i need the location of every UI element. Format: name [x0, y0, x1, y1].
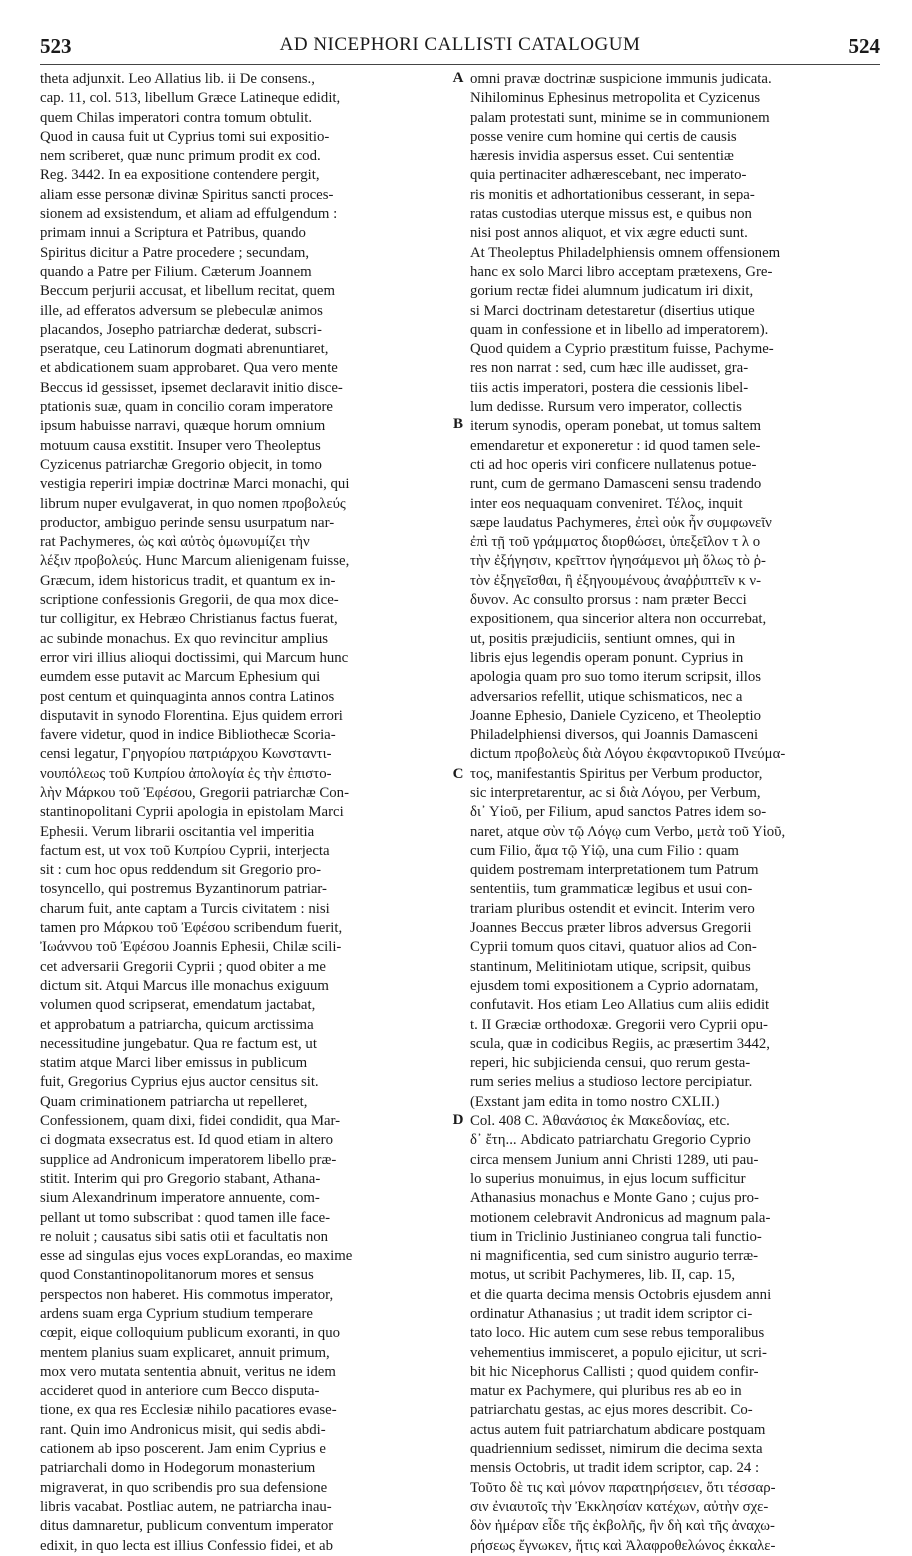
right-column-line: sæpe laudatus Pachymeres, ἐπεὶ οὐκ ἦν συμφωνεῖν [470, 514, 772, 531]
right-column-line: iterum synodis, operam ponebat, ut tomus saltem [470, 418, 761, 435]
left-column-line: Confessionem, quam dixi, fidei condidit, qua Mar- [40, 1113, 341, 1130]
left-column-line: scriptione confessionis Gregorii, de qua mox dice- [40, 592, 339, 609]
right-column-line: expositionem, qua sincerior altera non occurrebat, [470, 611, 767, 628]
left-column-line: favere videtur, quod in indice Bibliothecæ Scoria- [40, 727, 336, 744]
right-column-line: ejusdem tomi expositionem a Cyprio adornatam, [470, 977, 759, 994]
right-column-line: patriarchatu gestas, ac ejus mores describit. Co- [470, 1402, 753, 1419]
right-column-line: hæresis invidia aspersus esset. Cui sententiæ [470, 148, 734, 165]
right-column-line: Joanne Ephesio, Daniele Cyziceno, et Theoleptio [470, 707, 762, 724]
right-column-line: ordinatur Athanasius ; ut tradit idem scriptor ci- [470, 1306, 753, 1322]
left-column-line: Græcum, idem historicus tradit, et quantum ex in- [40, 572, 336, 589]
right-column-line: reperi, hic subjicienda censui, quo rerum gesta- [470, 1055, 751, 1072]
left-column-line: vestigia reperiri impiæ doctrinæ Marci monachi, qui [40, 476, 350, 493]
right-column-line: ρήσεως ἔγνωκεν, ἥτις καὶ Ἀλαφροθελώνος ἐκκαλε- [470, 1537, 776, 1554]
left-column-line: Cyzicenus patriarchæ Gregorio objecit, in tomo [40, 456, 322, 473]
left-column-line: et approbatum a patriarcha, quicum arctissima [40, 1016, 314, 1033]
page-number-right: 524 [848, 34, 880, 58]
page-header [40, 34, 880, 62]
left-column-line: primam innui a Scriptura et Patribus, quando [40, 225, 306, 242]
right-column-line: σιν ἐνιαυτοῖς τὴν Ἐκκλησίαν κατέχων, αὐτὴν σχε- [470, 1498, 769, 1515]
right-column-line: τὴν ἐξήγησιν, κρεῖττον ἡγησάμενοι μὴ ὅλως τὸ ῥ- [470, 553, 766, 570]
right-column-line: inter eos nequaquam conveniret. Τέλος, inquit [470, 495, 743, 512]
left-column-line: nem scriberet, quæ nunc primum prodit ex cod. [40, 148, 321, 165]
left-column-line: edixit, in quo lecta est illius Confessio fidei, et ab [40, 1537, 334, 1554]
right-column-line: (Exstant jam edita in tomo nostro CXLII.) [470, 1093, 720, 1110]
margin-letter-a: A [452, 70, 464, 86]
left-column-line: stantinopolitani Cyprii apologia in epistolam Marci [40, 804, 344, 821]
left-column-line: Ephesii. Verum librarii oscitantia vel imperitia [40, 823, 315, 840]
left-column-line: cœpit, eique colloquium publicum exoranti, in quo [40, 1325, 340, 1342]
right-column-line: quam in confessione et in libello ad imperatorem). [470, 321, 769, 338]
right-column-line: Athanasius monachus e Monte Gano ; cujus pro- [470, 1190, 759, 1207]
right-column-line: δι᾽ Υἱοῦ, per Filium, apud sanctos Patres idem so- [470, 804, 767, 821]
right-column-line: nisi post annos aliquot, et vix ægre educti sunt. [470, 225, 748, 242]
right-column-line: posse venire cum homine qui certis de causis [470, 128, 737, 145]
right-column-line: cti ad hoc operis viri conficere nullatenus potue- [470, 456, 757, 473]
right-column-line: adversarios refellit, utique schismaticos, nec a [470, 688, 743, 705]
right-column-line: naret, atque σὺν τῷ Λόγῳ cum Verbo, μετὰ τοῦ Υἱοῦ, [470, 823, 786, 840]
left-column-line: Beccum perjurii accusat, et libellum recitat, quem [40, 283, 335, 300]
left-column-line: statim atque Marci liber emissus in publicum [40, 1055, 308, 1072]
left-column-line: fuit, Gregorius Cyprius ejus auctor censitus sit. [40, 1074, 319, 1091]
left-column-line: tione, ex qua res Ecclesiæ nihilo pacatiores evase- [40, 1402, 337, 1419]
right-column-line: emendaretur et exponeretur : id quod tamen sele- [470, 437, 761, 454]
left-column-line: quem Chilas imperatori contra tomum obtulit. [40, 109, 313, 126]
left-column-line: necessitudine jungebatur. Qua re factum est, ut [40, 1035, 317, 1052]
left-column-line: volumen quod scripserat, emendatum jactabat, [40, 997, 316, 1014]
left-column-line: factum est, ut vox τοῦ Κυπρίου Cyprii, interjecta [40, 842, 330, 859]
margin-letter-c: C [452, 766, 464, 782]
left-column-line: motuum causa exstitit. Insuper vero Theoleptus [40, 437, 321, 454]
left-column-line: disputavit in synodo Florentina. Ejus quidem errori [40, 707, 343, 724]
right-column-line: Philadelphiensi diversos, qui Joannis Damasceni [470, 727, 759, 744]
left-column-line: esse ad singulas ejus voces expLorandas, eo maxime [40, 1248, 353, 1265]
left-column-line: et abdicationem suam approbaret. Qua vero mente [40, 360, 338, 377]
left-column-line: libris vacabat. Postliac autem, ne patriarcha inau- [40, 1498, 332, 1515]
left-column-line: cet adversarii Gregorii Cyprii ; quod obiter a me [40, 958, 326, 975]
right-column-line: δὸν ἡμέραν εἶδε τῆς ἐκβολῆς, ἣν δὴ καὶ τῆς ἀναχω- [470, 1518, 775, 1535]
right-column-line: At Theoleptus Philadelphiensis omnem offensionem [470, 244, 781, 261]
left-column-line: ille, ad efferatos adversum se plebeculæ animos [40, 302, 323, 319]
right-column-line: circa mensem Junium anni Christi 1289, uti pau- [470, 1151, 759, 1168]
header-rule [40, 64, 880, 65]
right-column-line: Joannes Beccus præter libros adversus Gregorii [470, 920, 752, 937]
left-column-line: librum nuper evulgaverat, in quo nomen προβολεύς [40, 495, 346, 512]
left-column-line: tamen pro Μάρκου τοῦ Ἐφέσου scribendum fuerit, [40, 920, 343, 937]
right-column-line: actus autem fuit patriarchatum abdicare postquam [470, 1421, 766, 1438]
left-column-line: Ἰωάννου τοῦ Ἐφέσου Joannis Ephesii, Chilæ scili- [40, 939, 342, 956]
left-column-line: eumdem esse putavit ac Marcum Ephesium qui [40, 669, 321, 686]
left-column-line: dictum sit. Atqui Marcus ille monachus exiguum [40, 977, 329, 994]
left-column-line: ipsum habuisse narravi, quæque horum omnium [40, 418, 326, 435]
right-column-line: motus, ut scribit Pachymeres, lib. II, cap. 15, [470, 1267, 736, 1284]
right-column-line: τος, manifestantis Spiritus per Verbum productor, [470, 765, 763, 782]
right-column-line: rum series melius a studioso lectore percipiatur. [470, 1074, 753, 1091]
left-column [40, 70, 452, 1554]
right-column-line: t. II Græciæ orthodoxæ. Gregorii vero Cyprii opu- [470, 1016, 768, 1033]
left-column-line: accideret quod in anteriore cum Becco disputa- [40, 1383, 320, 1400]
left-column-line: rant. Quin imo Andronicus misit, qui sedis abdi- [40, 1421, 326, 1438]
right-column-line: matur ex Pachymere, qui pluribus res ab eo in [470, 1383, 742, 1400]
right-column-line: si Marci doctrinam detestaretur (disertius utique [470, 302, 755, 319]
left-column-line: ditus damnaretur, publicum conventum imperator [40, 1518, 334, 1535]
left-column-line: pseratque, ceu Latinorum dogmati abrenuntiaret, [40, 341, 329, 358]
left-column-line: Quam criminationem patriarcha ut repelleret, [40, 1093, 308, 1110]
right-column-line: δ᾽ ἔτη... Abdicato patriarchatu Gregorio Cyprio [470, 1132, 751, 1149]
left-column-line: tur colligitur, ex Hebræo Christianus factus fuerat, [40, 611, 338, 628]
left-column-line: theta adjunxit. Leo Allatius lib. ii De consens., [40, 71, 315, 87]
right-column-line: lo superius monuimus, in ejus locum sufficitur [470, 1170, 746, 1187]
right-column-line: Nihilominus Ephesinus metropolita et Cyzicenus [470, 90, 761, 107]
right-column-line: quia pertinaciter adhærescebant, nec imperato- [470, 167, 747, 184]
left-column-line: sionem ad exsistendum, et aliam ad effulgendum : [40, 206, 338, 223]
left-column-line: error viri illius alioqui doctissimi, qui Marcum hunc [40, 649, 349, 666]
left-column-line: mox vero mutata sententia abnuit, veritus ne idem [40, 1363, 336, 1380]
right-column-line: Τοῦτο δὲ τις καὶ μόνον παρατηρήσειεν, ὅτι τέσσαρ- [470, 1479, 776, 1496]
right-column-line: mensis Octobris, ut tradit idem scriptor, cap. 24 : [470, 1460, 760, 1477]
left-column-line: tosyncello, qui postremus Byzantinorum patriar- [40, 881, 327, 898]
right-column-line: apologia quam pro suo tomo iterum scripsit, illos [470, 669, 761, 686]
right-column-line: Col. 408 C. Ἀθανάσιος ἐκ Μακεδονίας, etc. [470, 1113, 730, 1130]
left-column-line: re noluit ; causatus sibi satis otii et facultatis non [40, 1228, 329, 1245]
left-column-line: sit : cum hoc opus reddendum sit Gregorio pro- [40, 862, 322, 879]
page-number-left: 523 [40, 34, 72, 58]
right-column-line: omni pravæ doctrinæ suspicione immunis judicata. [470, 71, 772, 87]
left-column-line: productor, ambiguo perinde sensu usurpatum nar- [40, 514, 335, 531]
right-column-line: et die quarta decima mensis Octobris ejusdem anni [470, 1286, 772, 1303]
right-column-line: runt, cum de germano Damasceni sensu tradendo [470, 476, 762, 493]
right-column-line: palam protestati sunt, minime se in communionem [470, 109, 770, 126]
right-column-line: tium in Triclinio Justinianeo congrua tali functio- [470, 1228, 762, 1245]
right-column-line: bit hic Nicephorus Callisti ; quod quidem confir- [470, 1363, 759, 1380]
left-column-line: νουπόλεως τοῦ Κυπρίου ἀπολογία ἐς τὴν ἐπιστο- [40, 765, 332, 782]
right-column-line: vehementius immisceret, a populo ejicitur, ut scri- [470, 1344, 767, 1361]
right-column-line: trariam pluribus ostendit et evincit. Interim vero [470, 900, 755, 917]
right-column-line: τὸν ἐξηγεῖσθαι, ἢ ἐξηγουμένους ἀναῤῥιπτεῖν κ ν- [470, 572, 762, 589]
left-column-line: ci dogmata exsecratus est. Id quod etiam in altero [40, 1132, 333, 1149]
left-column-line: supplice ad Andronicum imperatorem libello præ- [40, 1151, 337, 1168]
left-column-line: ac subinde monachus. Ex quo revincitur amplius [40, 630, 329, 647]
right-column-line: cum Filio, ἅμα τῷ Υἱῷ, una cum Filio : quam [470, 842, 739, 859]
left-column-line: quando a Patre per Filium. Cæterum Joannem [40, 263, 312, 280]
right-column-line: gorium rectæ fidei alumnum judicatum iri dixit, [470, 283, 754, 300]
left-column-line: ptationis suæ, quam in concilio coram imperatore [40, 399, 333, 416]
right-column-line: lum dedisse. Rursum vero imperator, collectis [470, 399, 742, 416]
right-column-line: ni magnificentia, sed cum sinistro augurio terræ- [470, 1248, 759, 1265]
left-column-line: aliam esse personæ divinæ Spiritus sancti proces- [40, 186, 334, 203]
right-column-line: ἐπὶ τῇ τοῦ γράμματος διορθώσει, ὑπεξεῖλον τ λ ο [470, 534, 761, 551]
right-column-line: quidem postremam interpretationem tum Patrum [470, 862, 759, 879]
right-column-line: δυνον. Ac consulto prorsus : nam præter Becci [470, 592, 747, 609]
right-column-line: sic interpretarentur, ac si διὰ Λόγου, per Verbum, [470, 784, 761, 801]
left-column-line: Spiritus dicitur a Patre procedere ; secundam, [40, 244, 310, 261]
right-column-line: stantinum, Melitiniotam utique, scripsit, quibus [470, 958, 751, 975]
left-column-line: migraverat, in quo scribendis pro sua defensione [40, 1479, 328, 1496]
left-column-line: λὴν Μάρκου τοῦ Ἐφέσου, Gregorii patriarchæ Con- [40, 784, 350, 801]
right-column-line: ut, positis præjudiciis, sentiunt omnes, qui in [470, 630, 736, 647]
right-column-line: scula, quæ in codicibus Regiis, ac præsertim 3442, [470, 1035, 771, 1052]
margin-letter-d: D [452, 1112, 464, 1128]
left-column-line: placandos, Josepho patriarchæ dederat, subscri- [40, 321, 322, 338]
left-column-line: cationem ab ipso poscerent. Jam enim Cyprius e [40, 1441, 327, 1458]
right-column-line: tato loco. Hic autem cum sese rebus temporalibus [470, 1325, 765, 1342]
right-column-line: motionem celebravit Andronicus ad magnum pala- [470, 1209, 771, 1226]
left-column-line: Quod in causa fuit ut Cyprius tomi sui expositio- [40, 128, 330, 145]
right-column-line: dictum προβολεὺς διὰ Λόγου ἐκφαντορικοῦ Πνεύμα- [470, 746, 786, 763]
left-column-line: stitit. Interim qui pro Gregorio stabant, Athana- [40, 1170, 321, 1187]
left-column-line: sium Alexandrinum imperatore annuente, com- [40, 1190, 320, 1207]
left-column-line: ardens suam erga Cyprium studium temperare [40, 1306, 313, 1322]
right-column-line: confutavit. Hos etiam Leo Allatius cum aliis edidit [470, 997, 770, 1014]
left-column-line: post centum et quinquaginta annos contra Latinos [40, 688, 335, 705]
left-column-line: patriarchali domo in Hodegorum monasterium [40, 1460, 316, 1477]
left-column-line: mentem planius suam explicaret, annuit primum, [40, 1344, 330, 1361]
left-column-line: charum fuit, ante captam a Turcis civitatem : nisi [40, 900, 330, 917]
right-column-line: res non narrat : sed, cum hæc ille audisset, gra- [470, 360, 749, 377]
right-column-line: libris ejus legendis operam ponunt. Cyprius in [470, 649, 744, 666]
right-column-line: Cyprii tomum quos citavi, quatuor alios ad Con- [470, 939, 757, 956]
right-column-line: ris monitis et adhortationibus cesserant, in sepa- [470, 186, 755, 203]
right-column-line: Quod quidem a Cyprio præstitum fuisse, Pachyme- [470, 341, 774, 358]
right-column-line: quadriennium sedisset, nimirum die decima sexta [470, 1441, 763, 1458]
left-column-line: quod Constantinopolitanorum mores et sensus [40, 1267, 314, 1284]
left-column-line: censi legatur, Γρηγορίου πατριάρχου Κωνσταντι- [40, 746, 332, 763]
margin-letter-b: B [452, 416, 463, 432]
left-column-line: rat Pachymeres, ὡς καὶ αὐτὸς ὁμωνυμίζει τὴν [40, 534, 310, 551]
left-column-line: λέξιν προβολεύς. Hunc Marcum alienigenam fuisse, [40, 553, 350, 570]
right-column-line: tiis actis imperatori, postera die cessionis libel- [470, 379, 749, 396]
left-column-line: Reg. 3442. In ea expositione contendere pergit, [40, 167, 320, 184]
left-column-line: cap. 11, col. 513, libellum Græce Latineque edidit, [40, 90, 341, 107]
running-title: AD NICEPHORI CALLISTI CATALOGUM [279, 34, 641, 55]
right-column [470, 70, 882, 1554]
right-column-line: hanc ex solo Marci libro acceptam prætexens, Gre- [470, 263, 773, 280]
right-column-line: ratas custodias uterque missus est, e quibus non [470, 206, 752, 223]
left-column-line: Beccus id gessisset, ipsemet declaravit initio disce- [40, 379, 343, 396]
right-column-line: sententiis, tum grammaticæ legibus et usui con- [470, 881, 753, 898]
left-column-line: perspectos non haberet. His commotus imperator, [40, 1286, 334, 1303]
left-column-line: pellant ut tomo subscribat : quod tamen ille face- [40, 1209, 331, 1226]
